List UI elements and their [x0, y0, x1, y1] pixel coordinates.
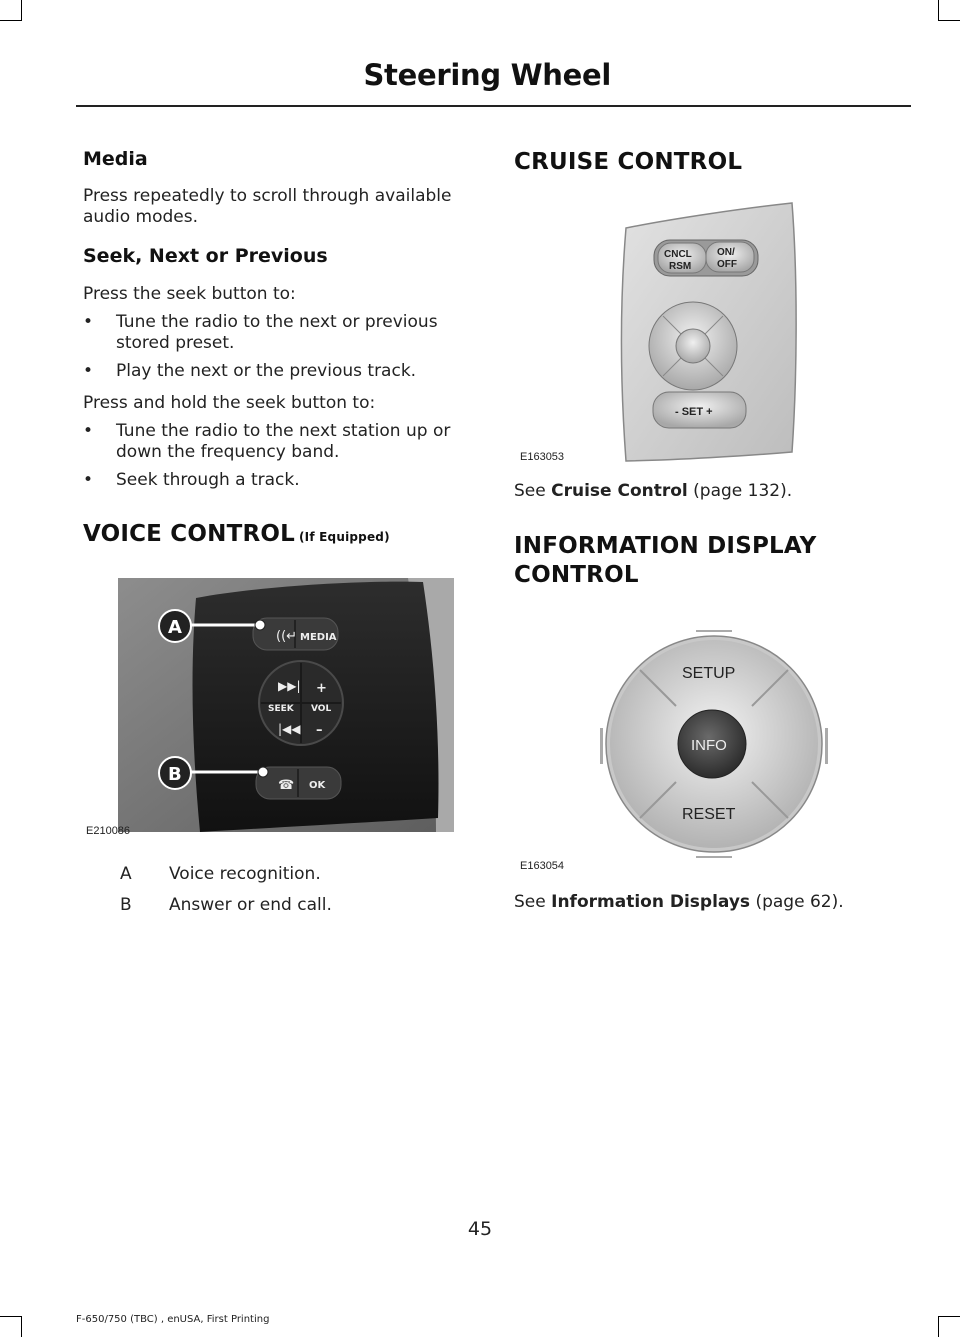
- cruise-control-illustration: [616, 200, 800, 462]
- media-heading: Media: [83, 148, 148, 170]
- crop-mark: [938, 1316, 960, 1317]
- ok-button-label: OK: [309, 780, 326, 791]
- crop-mark: [938, 0, 939, 20]
- callout-a: A: [168, 617, 182, 638]
- seek-press-intro: Press the seek button to:: [83, 284, 296, 304]
- figure-code: E163053: [520, 451, 565, 463]
- voice-control-title: VOICE CONTROL: [83, 521, 295, 547]
- crop-mark: [0, 1316, 22, 1317]
- list-item: [83, 312, 478, 356]
- info-display-illustration: [600, 630, 828, 858]
- setup-label: SETUP: [682, 665, 736, 682]
- bullet-dot: •: [83, 312, 94, 332]
- bullet-text: Play the next or the previous track.: [116, 361, 417, 381]
- seek-hold-intro: Press and hold the seek button to:: [83, 393, 376, 413]
- vol-minus-label: –: [316, 723, 323, 738]
- figure-code: E163054: [520, 860, 565, 872]
- callout-b: B: [168, 764, 182, 785]
- bullet-text: Tune the radio to the next or previous stored preset.: [116, 312, 438, 353]
- seek-button-label: SEEK: [268, 704, 294, 714]
- if-equipped-note: (If Equipped): [299, 530, 390, 544]
- info-reference: [514, 892, 844, 912]
- voice-control-heading: [83, 521, 390, 547]
- crop-mark: [938, 20, 960, 21]
- legend-key: B: [120, 895, 132, 915]
- svg-text:((↵: ((↵: [276, 629, 298, 644]
- off-label: OFF: [717, 259, 737, 270]
- svg-text:▶▶|: ▶▶|: [278, 679, 301, 693]
- bullet-dot: •: [83, 470, 94, 490]
- bullet-text: Seek through a track.: [116, 470, 300, 490]
- legend-key: A: [120, 864, 132, 884]
- figure-code: E210086: [86, 825, 131, 837]
- ref-prefix: See: [514, 481, 552, 501]
- on-label: ON/: [717, 247, 735, 258]
- rsm-label: RSM: [669, 261, 692, 272]
- legend-value: Voice recognition.: [169, 864, 321, 884]
- reset-label: RESET: [682, 806, 736, 823]
- header-rule: [76, 105, 911, 107]
- bullet-text: Tune the radio to the next station up or down the frequency band.: [116, 421, 451, 462]
- cruise-reference: [514, 481, 792, 501]
- media-button-label: MEDIA: [300, 632, 337, 643]
- bullet-dot: •: [83, 361, 94, 381]
- ref-prefix: See: [514, 892, 552, 912]
- crop-mark: [21, 0, 22, 20]
- crop-mark: [21, 1317, 22, 1337]
- vol-button-label: VOL: [311, 704, 332, 714]
- cruise-control-heading: CRUISE CONTROL: [514, 149, 743, 175]
- page-title: Steering Wheel: [363, 58, 611, 92]
- bullet-dot: •: [83, 421, 94, 441]
- info-display-figure: [600, 630, 828, 858]
- info-display-heading-line1: INFORMATION DISPLAY: [514, 533, 817, 559]
- page-number: 45: [467, 1218, 493, 1240]
- ref-suffix: (page 62).: [750, 892, 844, 912]
- cncl-label: CNCL: [664, 249, 692, 260]
- list-item: [83, 421, 478, 465]
- cruise-control-figure: [616, 200, 800, 462]
- seek-heading: Seek, Next or Previous: [83, 245, 328, 267]
- footer-text: F-650/750 (TBC) , enUSA, First Printing: [76, 1314, 270, 1325]
- info-label: INFO: [691, 737, 727, 754]
- cruise-control-link[interactable]: Cruise Control: [551, 481, 688, 501]
- steering-controls-illustration: [118, 578, 454, 832]
- voice-control-figure: [118, 578, 454, 832]
- media-text: Press repeatedly to scroll through available audio modes.: [83, 186, 452, 227]
- legend-value: Answer or end call.: [169, 895, 332, 915]
- svg-text:☎: ☎: [278, 778, 295, 793]
- info-display-heading-line2: CONTROL: [514, 562, 639, 588]
- list-item: [83, 361, 478, 383]
- vol-plus-label: +: [316, 681, 327, 696]
- list-item: [83, 470, 478, 492]
- crop-mark: [0, 20, 22, 21]
- crop-mark: [938, 1317, 939, 1337]
- information-displays-link[interactable]: Information Displays: [551, 892, 751, 912]
- ref-suffix: (page 132).: [687, 481, 793, 501]
- set-label: - SET +: [675, 406, 713, 418]
- svg-text:|◀◀: |◀◀: [278, 722, 301, 736]
